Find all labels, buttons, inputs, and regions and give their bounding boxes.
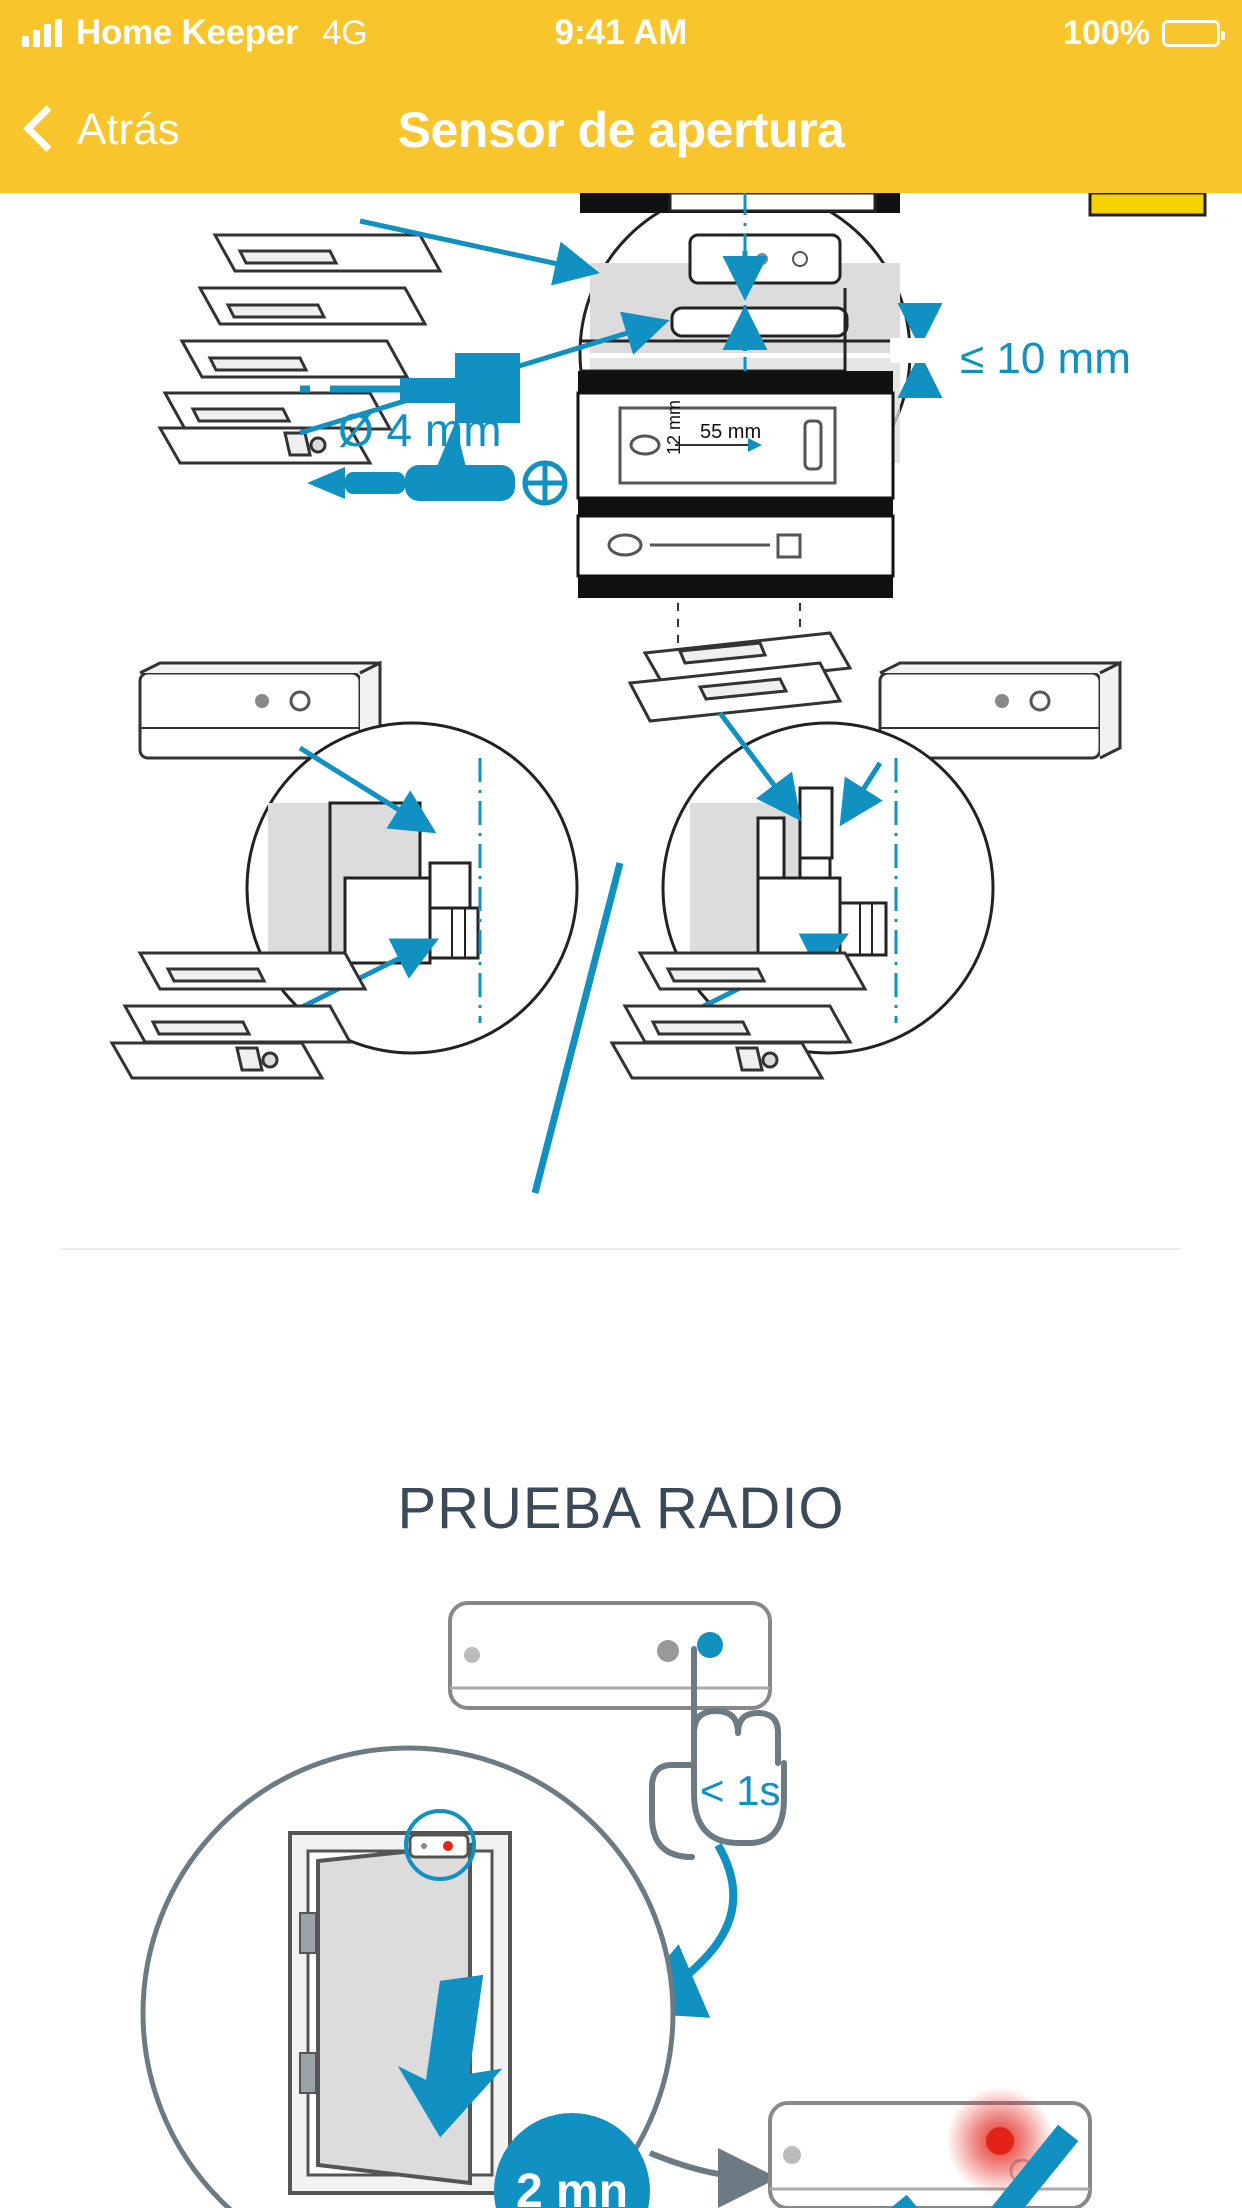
screwdriver-icon bbox=[307, 465, 515, 501]
wait-duration-label: 2 mn bbox=[515, 2165, 629, 2208]
battery-percent-label: 100% bbox=[1063, 13, 1150, 52]
section-title: PRUEBA RADIO bbox=[397, 1476, 845, 1541]
template-height-label: 12 mm bbox=[664, 399, 684, 455]
diagram-mounting-variants bbox=[0, 623, 1242, 1223]
status-bar-right bbox=[1063, 14, 1220, 53]
carrier-label: Home Keeper bbox=[76, 13, 299, 52]
template-width-label: 55 mm bbox=[700, 421, 762, 443]
diagram-radio-test bbox=[0, 1583, 1242, 2208]
instruction-content[interactable] bbox=[0, 193, 1242, 2208]
press-duration-label: < 1s bbox=[700, 1767, 781, 1814]
section-divider bbox=[60, 1248, 1182, 1250]
screw-cross-icon bbox=[525, 463, 565, 503]
status-bar-left bbox=[22, 13, 368, 53]
sensor-top-view bbox=[450, 1603, 770, 1708]
status-bar bbox=[0, 0, 1242, 66]
drill-size-label: Ø 4 mm bbox=[338, 404, 502, 456]
diagram-gap-and-drilling bbox=[0, 193, 1242, 663]
illustration-stage bbox=[0, 193, 1242, 2208]
drilling-template bbox=[578, 371, 893, 663]
battery-full-icon bbox=[1162, 20, 1220, 47]
clock-label: 9:41 AM bbox=[554, 13, 688, 52]
network-type-label: 4G bbox=[322, 13, 368, 52]
back-button-label: Atrás bbox=[77, 104, 180, 154]
page-title: Sensor de apertura bbox=[397, 101, 845, 158]
signal-bars-icon bbox=[22, 19, 62, 47]
gap-dimension-label: ≤ 10 mm bbox=[960, 334, 1131, 383]
navigation-bar bbox=[0, 66, 1242, 193]
